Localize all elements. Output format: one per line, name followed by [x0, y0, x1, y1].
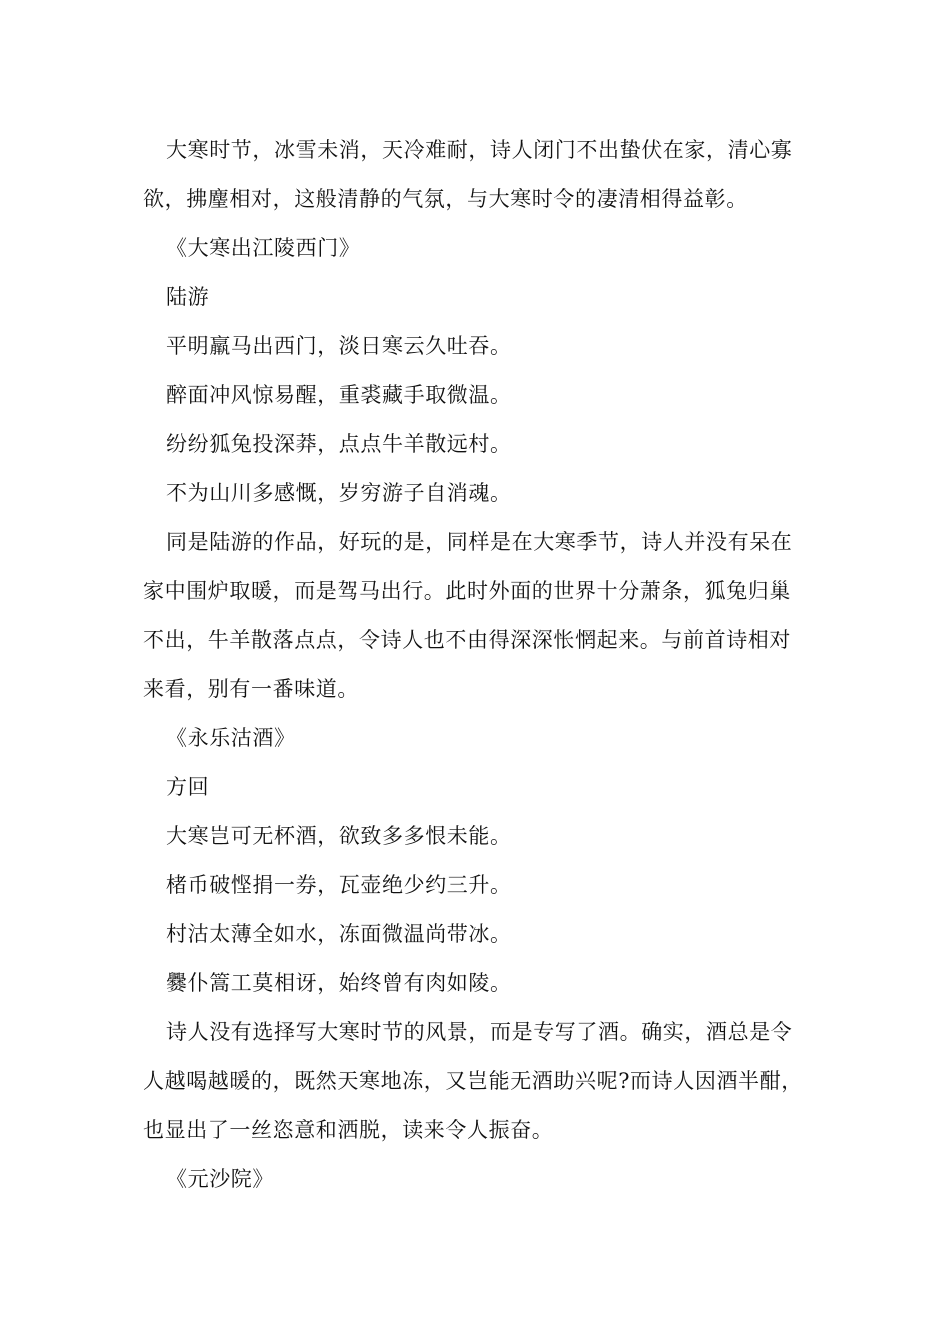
poem-line-1: 平明羸马出西门，淡日寒云久吐吞。	[166, 334, 512, 358]
poem-line-8: 爨仆篙工莫相讶，始终曾有肉如陵。	[166, 971, 512, 995]
commentary-paragraph-1: 同是陆游的作品，好玩的是，同样是在大寒季节，诗人并没有呆在家中围炉取暖，而是驾马出行。此时外面的世界十分萧条，狐兔归巢不出，牛羊散落点点，令诗人也不由得深深怅惘起来。与前首诗相对来看，别有一番味道。	[143, 530, 793, 701]
commentary-paragraph-2: 诗人没有选择写大寒时节的风景，而是专写了酒。确实，酒总是令人越喝越暖的，既然天寒地冻，又岂能无酒助兴呢?而诗人因酒半酣，也显出了一丝恣意和洒脱，读来令人振奋。	[143, 1020, 803, 1142]
poem-author-luyou: 陆游	[166, 285, 210, 309]
poem-title-yongle-gujiu: 《永乐沽酒》	[166, 726, 296, 750]
poem-title-dahan-chu-jiangling-ximen: 《大寒出江陵西门》	[166, 236, 361, 260]
poem-line-6: 楮币破悭捐一券，瓦壶绝少约三升。	[166, 873, 512, 897]
poem-line-7: 村沽太薄全如水，冻面微温尚带冰。	[166, 922, 512, 946]
poem-line-4: 不为山川多感慨，岁穷游子自消魂。	[166, 481, 512, 505]
poem-line-3: 纷纷狐兔投深莽，点点牛羊散远村。	[166, 432, 512, 456]
poem-author-fanghui: 方回	[166, 775, 210, 799]
poem-title-yuansha-yuan: 《元沙院》	[166, 1167, 274, 1191]
intro-paragraph: 大寒时节，冰雪未消，天冷难耐，诗人闭门不出蛰伏在家，清心寡欲，拂麈相对，这般清静的气氛，与大寒时令的凄清相得益彰。	[143, 138, 793, 211]
poem-line-2: 醉面冲风惊易醒，重裘藏手取微温。	[166, 383, 512, 407]
poem-line-5: 大寒岂可无杯酒，欲致多多恨未能。	[166, 824, 512, 848]
